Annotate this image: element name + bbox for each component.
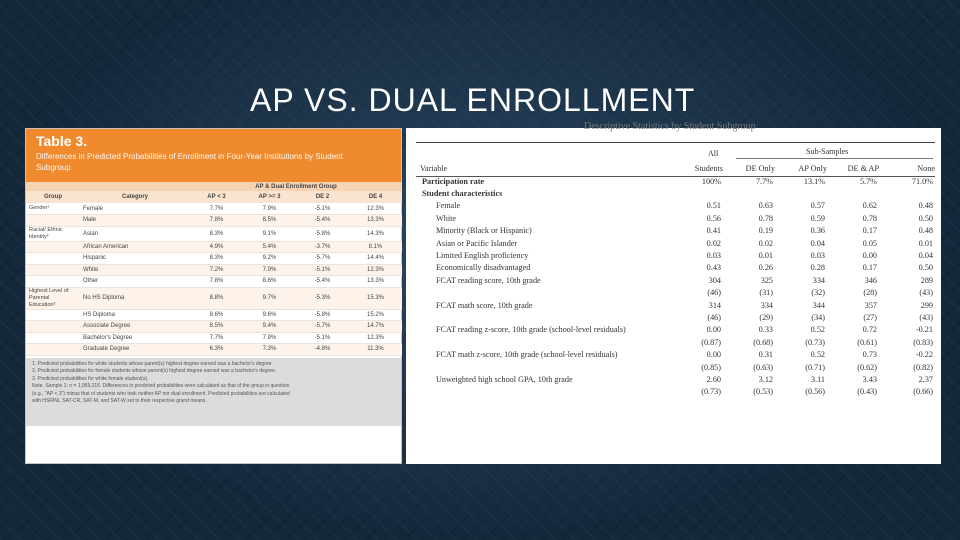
left-table-value-cell: 12.3% [349, 203, 402, 215]
left-table-column-header: DE 4 [349, 191, 402, 203]
right-table-all-label: All [708, 149, 719, 158]
right-table-value-cell: 0.48 [918, 226, 933, 236]
right-table-value-cell [723, 187, 775, 199]
left-table-category-cell: Hispanic [80, 253, 190, 265]
left-table-group-cell [26, 344, 80, 356]
left-table-row [26, 321, 402, 333]
left-table-value-cell: 9.7% [243, 287, 296, 309]
right-table-variable-cell: Asian or Pacific Islander [436, 238, 518, 248]
right-table-row [420, 361, 935, 373]
right-table-value-cell: (0.85) [701, 362, 721, 372]
right-table-variable-cell [420, 361, 675, 373]
right-table-value-cell: 289 [920, 275, 933, 285]
left-table-column-header: AP < 3 [190, 191, 243, 203]
right-table-value-cell: (0.53) [753, 387, 773, 397]
right-table-top-rule [416, 142, 935, 143]
right-table-value-cell: 0.03 [706, 251, 721, 261]
left-table-note-line: (e.g., "AP < 3") minus that of students who took neither AP nor dual enrollment. Predicted probabilities are calculated [32, 390, 290, 397]
left-table-number: Table 3. [36, 133, 88, 149]
left-table-value-cell: 9.6% [243, 309, 296, 321]
left-table-row [26, 241, 402, 253]
right-table-row [420, 262, 935, 274]
right-table-row [420, 274, 935, 286]
left-table-header [26, 129, 401, 182]
left-table-value-cell: 8.3% [190, 253, 243, 265]
left-table-value-cell: -5.1% [296, 332, 349, 344]
right-table-value-cell: (32) [811, 288, 825, 298]
right-table-value-cell: 0.52 [810, 325, 825, 335]
left-table-value-cell: 7.8% [190, 215, 243, 227]
right-table-value-cell: 0.62 [862, 201, 877, 211]
right-table-value-cell: 0.43 [706, 263, 721, 273]
right-table-column-header: DE Only [745, 163, 775, 173]
right-table-grid [420, 161, 935, 398]
right-table-value-cell: 0.31 [758, 350, 773, 360]
left-table-value-cell: 6.3% [190, 344, 243, 356]
right-table-row [420, 249, 935, 261]
right-table-row [420, 373, 935, 385]
right-table-variable-cell: Minority (Black or Hispanic) [436, 226, 532, 236]
left-table-group-cell: Gender¹ [26, 203, 80, 215]
left-table-category-cell: White [80, 264, 190, 276]
left-table-value-cell: 7.8% [190, 276, 243, 288]
right-table-row [420, 386, 935, 398]
left-table-group-cell [26, 264, 80, 276]
right-table-value-cell: 2.37 [918, 374, 933, 384]
left-table-row [26, 309, 402, 321]
right-table-value-cell: 0.28 [810, 263, 825, 273]
right-table-panel [406, 121, 941, 464]
right-table-value-cell: 13.1% [803, 176, 825, 186]
left-table-caption: Differences in Predicted Probabilities of Enrollment in Four-Year Institutions by Student Subgroup [36, 152, 343, 172]
left-table-note-line: Note. Sample 1: n = 1,069,216. Differences in predicted probabilities were calculated as that of the group in question [32, 383, 290, 390]
right-table-variable-cell: White [436, 213, 457, 223]
right-table-value-cell: (0.63) [753, 362, 773, 372]
right-table-value-cell [675, 187, 723, 199]
left-table-category-cell: Associate Degree [80, 321, 190, 333]
right-table-value-cell: 0.04 [810, 238, 825, 248]
right-table-value-cell: 3.43 [862, 374, 877, 384]
left-table-value-cell: 9.1% [243, 226, 296, 241]
right-table-value-cell: 0.63 [758, 201, 773, 211]
right-table-value-cell: 3.12 [758, 374, 773, 384]
right-table-value-cell: 0.72 [862, 325, 877, 335]
left-table-category-cell: Male [80, 215, 190, 227]
left-table-value-cell: -5.7% [296, 253, 349, 265]
right-table-value-cell: 0.59 [810, 213, 825, 223]
right-table-value-cell: -0.22 [915, 350, 933, 360]
left-table-value-cell: 13.3% [349, 276, 402, 288]
right-table-value-cell [879, 187, 935, 199]
right-table-value-cell: (0.62) [857, 362, 877, 372]
right-table-variable-cell [420, 386, 675, 398]
right-table-value-cell: 0.26 [758, 263, 773, 273]
left-table-value-cell: -5.8% [296, 309, 349, 321]
left-table-value-cell: 8.5% [190, 321, 243, 333]
left-table-value-cell: 7.9% [243, 332, 296, 344]
left-table-value-cell: 13.3% [349, 215, 402, 227]
right-table-value-cell: (0.43) [857, 387, 877, 397]
right-table-value-cell: (29) [759, 312, 773, 322]
left-table-column-header: AP >= 3 [243, 191, 296, 203]
right-table-value-cell: (0.71) [805, 362, 825, 372]
right-table-value-cell: 0.52 [810, 350, 825, 360]
left-table-category-cell: Female [80, 203, 190, 215]
left-table-value-cell: -5.4% [296, 276, 349, 288]
left-table-column-header: Group [26, 191, 80, 203]
right-table-row [420, 324, 935, 336]
right-table-row [420, 187, 935, 199]
right-table-value-cell: (0.73) [805, 337, 825, 347]
right-table-value-cell: 0.17 [862, 226, 877, 236]
right-table-value-cell: (0.68) [753, 337, 773, 347]
right-table-value-cell: 0.36 [810, 226, 825, 236]
right-table-variable-cell: FCAT reading z-score, 10th grade (school-level residuals) [436, 325, 626, 335]
left-table-category-cell: African American [80, 241, 190, 253]
left-table-column-header: Category [80, 191, 190, 203]
left-table-value-cell: 8.5% [243, 215, 296, 227]
left-table-value-cell: 8.1% [349, 241, 402, 253]
right-table-value-cell: 299 [920, 300, 933, 310]
right-table-value-cell: 346 [864, 275, 877, 285]
left-table-value-cell: -5.3% [296, 287, 349, 309]
right-table-value-cell: (27) [863, 312, 877, 322]
right-table-column-header: DE & AP [847, 163, 879, 173]
right-table-value-cell: 0.02 [758, 238, 773, 248]
left-table-value-cell: 8.6% [243, 276, 296, 288]
left-table-value-cell: -5.1% [296, 203, 349, 215]
right-table-value-cell [775, 187, 827, 199]
left-table-row [26, 332, 402, 344]
right-table-row [420, 299, 935, 311]
left-table-value-cell: 12.3% [349, 264, 402, 276]
right-table-value-cell: (28) [863, 288, 877, 298]
right-table-value-cell: (34) [811, 312, 825, 322]
left-table-value-cell: 9.2% [243, 253, 296, 265]
left-table-category-cell: HS Diploma [80, 309, 190, 321]
right-table-value-cell: (0.82) [913, 362, 933, 372]
left-table-group-cell [26, 215, 80, 227]
left-table-row [26, 226, 402, 241]
right-table-row [420, 336, 935, 348]
right-table-value-cell: 314 [708, 300, 721, 310]
left-table-notes [26, 358, 401, 426]
left-table-category-cell: No HS Diploma [80, 287, 190, 309]
left-table-value-cell: 12.3% [349, 332, 402, 344]
right-table-title: Descriptive Statistics by Student Subgroup [584, 121, 756, 132]
right-table-value-cell: 0.19 [758, 226, 773, 236]
left-table-value-cell: 15.2% [349, 309, 402, 321]
right-table-value-cell: 0.00 [706, 350, 721, 360]
left-table-row [26, 344, 402, 356]
left-table-group-cell: Racial/ Ethnic Identity² [26, 226, 80, 241]
right-table-subsamples-label: Sub-Samples [806, 147, 849, 156]
left-table-value-cell: 7.3% [243, 344, 296, 356]
right-table-value-cell: 0.78 [758, 213, 773, 223]
left-table-row [26, 276, 402, 288]
left-table-row [26, 287, 402, 309]
left-table-value-cell: 14.7% [349, 321, 402, 333]
left-table-value-cell: -3.7% [296, 241, 349, 253]
right-table-value-cell: (0.83) [913, 337, 933, 347]
left-table-value-cell: 11.3% [349, 344, 402, 356]
right-table-value-cell: 357 [864, 300, 877, 310]
right-table-row [420, 225, 935, 237]
right-table-value-cell: 325 [760, 275, 773, 285]
right-table-row [420, 237, 935, 249]
right-table-variable-cell: Limited English proficiency [436, 251, 529, 261]
left-table-column-header: DE 2 [296, 191, 349, 203]
left-table-group-cell [26, 241, 80, 253]
right-table-value-cell: 0.03 [810, 251, 825, 261]
left-table-row [26, 253, 402, 265]
left-table-category-cell: Other [80, 276, 190, 288]
left-table-row [26, 203, 402, 215]
left-table-category-cell: Asian [80, 226, 190, 241]
left-table-category-cell: Graduate Degree [80, 344, 190, 356]
right-table-row [420, 311, 935, 323]
left-table-note-line: with HSRP&, SAT-CR, SAT-M, and SAT-W set to their respective grand means. [32, 398, 207, 405]
right-table-value-cell: (0.66) [913, 387, 933, 397]
left-table-panel [25, 128, 402, 464]
right-table-value-cell: 0.00 [706, 325, 721, 335]
right-table-subsamples-rule [736, 158, 933, 159]
left-table-value-cell: 7.7% [190, 203, 243, 215]
left-table-grid [26, 182, 402, 356]
right-table-value-cell: (46) [707, 288, 721, 298]
right-table-value-cell: 71.0% [911, 176, 933, 186]
right-table-variable-cell: Unweighted high school GPA, 10th grade [436, 374, 573, 384]
right-table-value-cell: 3.11 [810, 374, 825, 384]
left-table-group-cell [26, 321, 80, 333]
right-table-variable-cell [420, 311, 675, 323]
right-table-row [420, 200, 935, 212]
right-table-value-cell: (0.61) [857, 337, 877, 347]
right-table-value-cell: 0.00 [862, 251, 877, 261]
right-table-value-cell: 334 [812, 275, 825, 285]
right-table-value-cell: 0.41 [706, 226, 721, 236]
left-table-group-cell: Highest Level of Parental Education³ [26, 287, 80, 309]
left-table-value-cell: 8.3% [190, 226, 243, 241]
left-table-group-cell [26, 332, 80, 344]
left-table-value-cell: -5.4% [296, 215, 349, 227]
right-table-variable-cell: FCAT reading score, 10th grade [436, 275, 541, 285]
right-table-row [420, 348, 935, 360]
left-table-row [26, 264, 402, 276]
right-table-value-cell: (0.87) [701, 337, 721, 347]
left-table-value-cell: 7.9% [243, 264, 296, 276]
left-table-note-line: 1. Predicted probabilities for white students whose parent(s) highest degree earned was a bachelor's degree. [32, 360, 273, 367]
right-table-variable-cell: FCAT math score, 10th grade [436, 300, 533, 310]
right-table-column-header: None [917, 163, 935, 173]
left-table-note-line: 2. Predicted probabilities for female students whose parent(s) highest degree earned was a bachelor's degree. [32, 368, 277, 375]
right-table-value-cell: 0.48 [918, 201, 933, 211]
right-table-value-cell: 0.50 [918, 263, 933, 273]
right-table-value-cell: 0.73 [862, 350, 877, 360]
right-table-value-cell: 344 [812, 300, 825, 310]
right-table-value-cell: 5.7% [859, 176, 877, 186]
left-table-group-header: AP & Dual Enrollment Group [190, 182, 402, 191]
right-table-value-cell: 0.33 [758, 325, 773, 335]
left-table-value-cell: 5.4% [243, 241, 296, 253]
left-table-value-cell: 8.8% [190, 287, 243, 309]
right-table-value-cell: 0.04 [918, 251, 933, 261]
left-table-value-cell: -5.7% [296, 321, 349, 333]
right-table-value-cell: 0.57 [810, 201, 825, 211]
right-table-value-cell [827, 187, 879, 199]
right-table-row [420, 175, 935, 187]
right-table-value-cell: -0.21 [915, 325, 933, 335]
right-table-value-cell: (46) [707, 312, 721, 322]
right-table-variable-cell: Female [436, 201, 461, 211]
right-table-row [420, 287, 935, 299]
right-table-variable-cell: Economically disadvantaged [436, 263, 531, 273]
right-table-value-cell: 0.17 [862, 263, 877, 273]
left-table-value-cell: 14.3% [349, 226, 402, 241]
left-table-group-cell [26, 253, 80, 265]
left-table-value-cell: 8.6% [190, 309, 243, 321]
right-table-variable-cell: Participation rate [422, 176, 485, 186]
right-table-value-cell: 0.78 [862, 213, 877, 223]
right-table-value-cell: (31) [759, 288, 773, 298]
right-table-value-cell: 0.01 [758, 251, 773, 261]
right-table-value-cell: 0.01 [918, 238, 933, 248]
right-table-value-cell: (43) [919, 312, 933, 322]
right-table-value-cell: 0.51 [706, 201, 721, 211]
left-table-value-cell: 9.4% [243, 321, 296, 333]
left-table-value-cell: -5.8% [296, 226, 349, 241]
right-table-value-cell: 304 [708, 275, 721, 285]
left-table-row [26, 215, 402, 227]
left-table-value-cell: -4.8% [296, 344, 349, 356]
left-table-value-cell: -5.1% [296, 264, 349, 276]
left-table-category-cell: Bachelor's Degree [80, 332, 190, 344]
left-table-value-cell: 4.9% [190, 241, 243, 253]
right-table-value-cell: 0.50 [918, 213, 933, 223]
right-table-value-cell: 0.05 [862, 238, 877, 248]
right-table-value-cell: (0.56) [805, 387, 825, 397]
left-table-value-cell: 7.9% [243, 203, 296, 215]
right-table-column-header: Students [694, 163, 723, 173]
left-table-value-cell: 14.4% [349, 253, 402, 265]
right-table-value-cell: 100% [701, 176, 721, 186]
right-table-value-cell: (43) [919, 288, 933, 298]
right-table-variable-cell [420, 287, 675, 299]
right-table-value-cell: 2.60 [706, 374, 721, 384]
left-table-note-line: 3. Predicted probabilities for white female student(s). [32, 375, 149, 382]
right-table-value-cell: (0.73) [701, 387, 721, 397]
right-table-row [420, 212, 935, 224]
right-table-column-header: Variable [420, 163, 448, 173]
slide-title: AP VS. DUAL ENROLLMENT [250, 82, 696, 118]
right-table-value-cell: 0.02 [706, 238, 721, 248]
left-table-value-cell: 7.2% [190, 264, 243, 276]
right-table-value-cell: 334 [760, 300, 773, 310]
right-table-variable-cell: Student characteristics [422, 189, 503, 199]
right-table-value-cell: 7.7% [755, 176, 773, 186]
left-table-value-cell: 7.7% [190, 332, 243, 344]
right-table-variable-cell: FCAT math z-score, 10th grade (school-level residuals) [436, 350, 618, 360]
left-table-value-cell: 15.3% [349, 287, 402, 309]
left-table-group-cell [26, 309, 80, 321]
right-table-variable-cell [420, 336, 675, 348]
right-table-value-cell: 0.56 [706, 213, 721, 223]
right-table-column-header: AP Only [798, 163, 827, 173]
left-table-group-cell [26, 276, 80, 288]
